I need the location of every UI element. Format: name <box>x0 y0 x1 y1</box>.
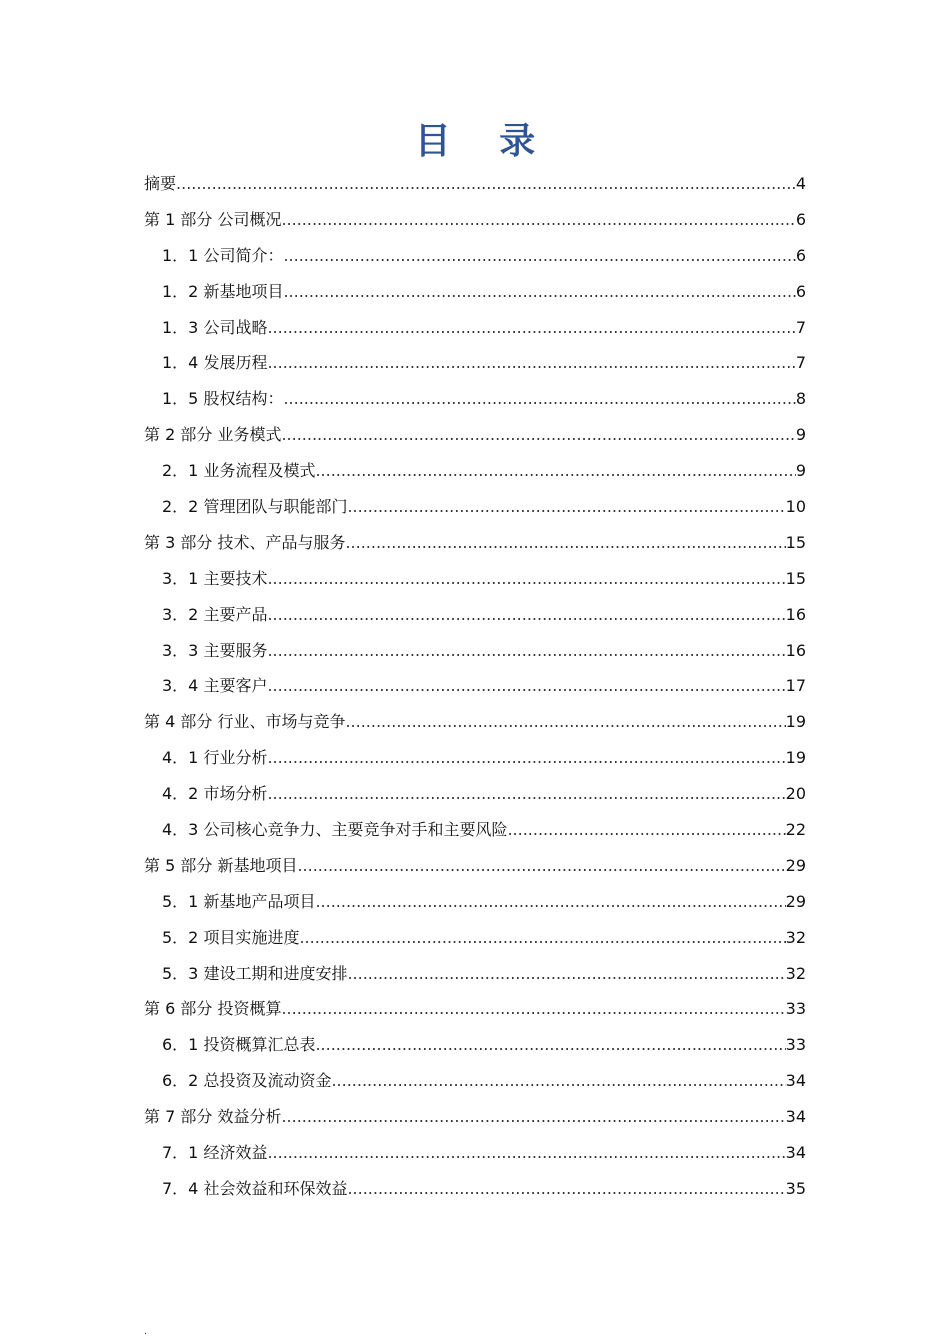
toc-entry-label: 7．4 社会效益和环保效益 <box>162 1178 348 1198</box>
toc-entry-page-number: 32 <box>785 963 806 983</box>
toc-entry-label: 1．2 新基地项目 <box>162 281 284 301</box>
toc-subsection-entry[interactable] <box>144 668 806 704</box>
toc-entry-label: 1．5 股权结构： <box>162 389 284 409</box>
toc-entry-label: 6．1 投资概算汇总表 <box>162 1035 316 1055</box>
toc-entry-page-number: 22 <box>785 820 806 840</box>
toc-subsection-entry[interactable] <box>144 740 806 776</box>
toc-subsection-entry[interactable] <box>144 274 806 310</box>
toc-dot-leader <box>267 345 795 381</box>
toc-entry-label: 6．2 总投资及流动资金 <box>162 1071 332 1091</box>
toc-section-entry[interactable] <box>144 704 806 740</box>
toc-entry-page-number: 33 <box>785 1035 806 1055</box>
toc-entry-label: 4．2 市场分析 <box>162 784 268 804</box>
toc-entry-page-number: 34 <box>785 1071 806 1091</box>
toc-entry-label: 4．3 公司核心竞争力、主要竞争对手和主要风险 <box>162 820 508 840</box>
toc-section-entry[interactable] <box>144 848 806 884</box>
toc-entry-page-number: 15 <box>785 532 806 552</box>
toc-subsection-entry[interactable] <box>144 956 806 992</box>
toc-entry-label: 第 2 部分 业务模式 <box>144 425 282 445</box>
toc-entry-label: 摘要 <box>144 174 177 193</box>
toc-dot-leader <box>281 991 785 1027</box>
toc-entry-page-number: 29 <box>785 891 806 911</box>
toc-section-entry[interactable] <box>144 166 806 202</box>
toc-dot-leader <box>347 489 785 525</box>
toc-entry-page-number: 34 <box>785 1107 806 1127</box>
toc-entry-label: 5．2 项目实施进度 <box>162 927 300 947</box>
toc-entry-page-number: 7 <box>795 353 806 373</box>
toc-entry-label: 第 1 部分 公司概况 <box>144 209 282 229</box>
toc-entry-page-number: 8 <box>795 389 806 409</box>
toc-subsection-entry[interactable] <box>144 776 806 812</box>
toc-entry-page-number: 15 <box>785 568 806 588</box>
toc-subsection-entry[interactable] <box>144 1171 806 1207</box>
toc-entry-page-number: 19 <box>785 748 806 768</box>
toc-section-entry[interactable] <box>144 1099 806 1135</box>
toc-subsection-entry[interactable] <box>144 884 806 920</box>
toc-dot-leader <box>267 310 795 346</box>
toc-entry-label: 第 3 部分 技术、产品与服务 <box>144 532 346 552</box>
footer-mark: . <box>144 1326 148 1337</box>
toc-dot-leader <box>345 525 785 561</box>
toc-subsection-entry[interactable] <box>144 238 806 274</box>
toc-dot-leader <box>315 884 785 920</box>
toc-entry-label: 5．3 建设工期和进度安排 <box>162 963 348 983</box>
toc-entry-page-number: 19 <box>785 712 806 732</box>
toc-entry-label: 2．2 管理团队与职能部门 <box>162 497 348 517</box>
toc-entry-page-number: 16 <box>785 604 806 624</box>
toc-entry-label: 2．1 业务流程及模式 <box>162 461 316 481</box>
toc-subsection-entry[interactable] <box>144 453 806 489</box>
toc-section-entry[interactable] <box>144 417 806 453</box>
toc-subsection-entry[interactable] <box>144 489 806 525</box>
toc-entry-page-number: 35 <box>785 1178 806 1198</box>
toc-dot-leader <box>297 848 785 884</box>
toc-entry-label: 第 7 部分 效益分析 <box>144 1107 282 1127</box>
toc-entry-page-number: 7 <box>795 317 806 337</box>
toc-dot-leader <box>267 776 785 812</box>
toc-subsection-entry[interactable] <box>144 812 806 848</box>
toc-subsection-entry[interactable] <box>144 310 806 346</box>
toc-entry-page-number: 9 <box>795 461 806 481</box>
toc-entry-label: 5．1 新基地产品项目 <box>162 891 316 911</box>
toc-entry-page-number: 6 <box>795 245 806 265</box>
toc-entry-label: 1．4 发展历程 <box>162 353 268 373</box>
table-of-contents <box>144 166 806 1207</box>
toc-dot-leader <box>281 417 795 453</box>
toc-dot-leader <box>281 1099 785 1135</box>
toc-subsection-entry[interactable] <box>144 345 806 381</box>
toc-dot-leader <box>315 1027 785 1063</box>
toc-entry-label: 1．3 公司战略 <box>162 317 268 337</box>
toc-subsection-entry[interactable] <box>144 1063 806 1099</box>
toc-subsection-entry[interactable] <box>144 1027 806 1063</box>
toc-entry-page-number: 20 <box>785 784 806 804</box>
toc-dot-leader <box>345 704 785 740</box>
toc-dot-leader <box>281 202 795 238</box>
toc-dot-leader <box>267 740 785 776</box>
toc-entry-label: 第 6 部分 投资概算 <box>144 999 282 1019</box>
toc-dot-leader <box>299 920 785 956</box>
toc-entry-page-number: 33 <box>785 999 806 1019</box>
toc-dot-leader <box>331 1063 785 1099</box>
toc-entry-label: 4．1 行业分析 <box>162 748 268 768</box>
toc-subsection-entry[interactable] <box>144 381 806 417</box>
toc-entry-page-number: 32 <box>785 927 806 947</box>
toc-dot-leader <box>347 956 785 992</box>
toc-entry-label: 第 5 部分 新基地项目 <box>144 855 298 875</box>
toc-entry-page-number: 9 <box>795 425 806 445</box>
toc-entry-label: 1．1 公司简介： <box>162 245 284 265</box>
toc-dot-leader <box>267 597 785 633</box>
toc-title: 目 录 <box>414 121 554 162</box>
toc-entry-page-number: 34 <box>785 1143 806 1163</box>
toc-entry-page-number: 17 <box>785 676 806 696</box>
toc-entry-page-number: 29 <box>785 855 806 875</box>
toc-dot-leader <box>283 381 795 417</box>
toc-dot-leader <box>315 453 795 489</box>
toc-entry-label: 第 4 部分 行业、市场与竞争 <box>144 712 346 732</box>
toc-entry-page-number: 4 <box>795 174 806 193</box>
toc-entry-label: 7．1 经济效益 <box>162 1143 268 1163</box>
toc-dot-leader <box>267 633 785 669</box>
toc-section-entry[interactable] <box>144 202 806 238</box>
toc-subsection-entry[interactable] <box>144 1135 806 1171</box>
toc-entry-label: 3．4 主要客户 <box>162 676 268 696</box>
toc-dot-leader <box>507 812 785 848</box>
toc-subsection-entry[interactable] <box>144 633 806 669</box>
toc-dot-leader <box>347 1171 785 1207</box>
toc-dot-leader <box>267 1135 785 1171</box>
toc-entry-page-number: 6 <box>795 281 806 301</box>
toc-entry-page-number: 6 <box>795 209 806 229</box>
toc-subsection-entry[interactable] <box>144 920 806 956</box>
toc-entry-page-number: 10 <box>785 497 806 517</box>
toc-section-entry[interactable] <box>144 525 806 561</box>
toc-entry-label: 3．1 主要技术 <box>162 568 268 588</box>
toc-dot-leader <box>267 561 785 597</box>
toc-dot-leader <box>283 238 795 274</box>
toc-dot-leader <box>176 166 796 202</box>
toc-subsection-entry[interactable] <box>144 561 806 597</box>
toc-dot-leader <box>283 274 795 310</box>
toc-entry-page-number: 16 <box>785 640 806 660</box>
toc-subsection-entry[interactable] <box>144 597 806 633</box>
toc-entry-label: 3．3 主要服务 <box>162 640 268 660</box>
toc-section-entry[interactable] <box>144 991 806 1027</box>
toc-dot-leader <box>267 668 785 704</box>
toc-entry-label: 3．2 主要产品 <box>162 604 268 624</box>
